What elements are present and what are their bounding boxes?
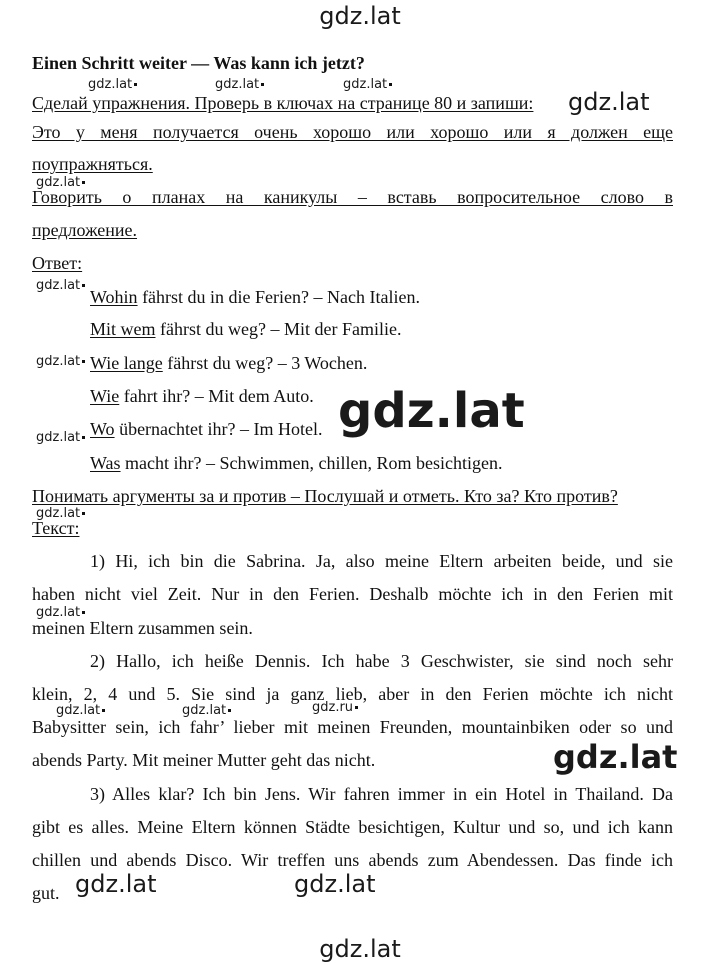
watermark-small-ru: gdz.ru — [312, 700, 358, 715]
watermark-small: gdz.lat — [182, 703, 231, 718]
watermark-small: gdz.lat — [36, 605, 85, 620]
paragraph-line: 1) Hi, ich bin die Sabrina. Ja, also meine Eltern arbeiten beide, und sie — [90, 551, 673, 571]
watermark-medium: gdz.lat — [553, 738, 678, 776]
paragraph-line: haben nicht viel Zeit. Nur in den Ferien. Deshalb möchte ich in den Ferien mit — [32, 584, 673, 604]
instruction-line-3: поупражняться. — [32, 154, 153, 174]
watermark-small: gdz.lat — [36, 430, 85, 445]
watermark-medium: gdz.lat — [75, 870, 157, 898]
answer-line: Wie fahrt ihr? – Mit dem Auto. — [90, 386, 314, 406]
watermark-small: gdz.lat — [215, 77, 264, 92]
paragraph-line: gut. — [32, 883, 60, 903]
task1-line-1: Говорить о планах на каникулы – вставь вопросительное слово в — [32, 187, 673, 207]
watermark-small: gdz.lat — [343, 77, 392, 92]
answer-line: Was macht ihr? – Schwimmen, chillen, Rom besichtigen. — [90, 453, 503, 473]
watermark-small: gdz.lat — [36, 506, 85, 521]
answer-line: Wo übernachtet ihr? – Im Hotel. — [90, 419, 323, 439]
instruction-line-2: Это у меня получается очень хорошо или хорошо или я должен еще — [32, 122, 673, 142]
task2-title: Понимать аргументы за и против – Послушай и отметь. Кто за? Кто против? — [32, 486, 618, 506]
watermark-small: gdz.lat — [56, 703, 105, 718]
paragraph-line: chillen und abends Disco. Wir treffen uns abends zum Abendessen. Das finde ich — [32, 850, 673, 870]
answer-line: Mit wem fährst du weg? – Mit der Familie. — [90, 319, 402, 339]
paragraph-line: 3) Alles klar? Ich bin Jens. Wir fahren immer in ein Hotel in Thailand. Da — [90, 784, 673, 804]
task1-line-2: предложение. — [32, 220, 138, 240]
paragraph-line: abends Party. Mit meiner Mutter geht das nicht. — [32, 750, 376, 770]
watermark-medium: gdz.lat — [294, 870, 376, 898]
watermark-medium: gdz.lat — [568, 88, 650, 116]
paragraph-line: gibt es alles. Meine Eltern können Städte besichtigen, Kultur und so, und ich kann — [32, 817, 673, 837]
watermark-small: gdz.lat — [88, 77, 137, 92]
answer-line: Wie lange fährst du weg? – 3 Wochen. — [90, 353, 368, 373]
watermark-small: gdz.lat — [36, 278, 85, 293]
instruction-line-1: Сделай упражнения. Проверь в ключах на странице 80 и запиши: — [32, 93, 534, 113]
paragraph-line: Babysitter sein, ich fahr’ lieber mit meinen Freunden, mountainbiken oder so und — [32, 717, 673, 737]
section-heading: Einen Schritt weiter — Was kann ich jetzt? — [32, 53, 365, 73]
watermark-small: gdz.lat — [36, 354, 85, 369]
watermark-top: gdz.lat — [319, 2, 401, 30]
watermark-bottom: gdz.lat — [319, 935, 401, 963]
answer-label: Ответ: — [32, 253, 83, 273]
paragraph-line: klein, 2, 4 und 5. Sie sind ja ganz lieb, aber in den Ferien möchte ich nicht — [32, 684, 673, 704]
answer-line: Wohin fährst du in die Ferien? – Nach Italien. — [90, 287, 420, 307]
watermark-large: gdz.lat — [338, 383, 525, 439]
text-label: Текст: — [32, 518, 80, 538]
paragraph-line: 2) Hallo, ich heiße Dennis. Ich habe 3 Geschwister, sie sind noch sehr — [90, 651, 673, 671]
paragraph-line: meinen Eltern zusammen sein. — [32, 618, 253, 638]
watermark-small: gdz.lat — [36, 175, 85, 190]
